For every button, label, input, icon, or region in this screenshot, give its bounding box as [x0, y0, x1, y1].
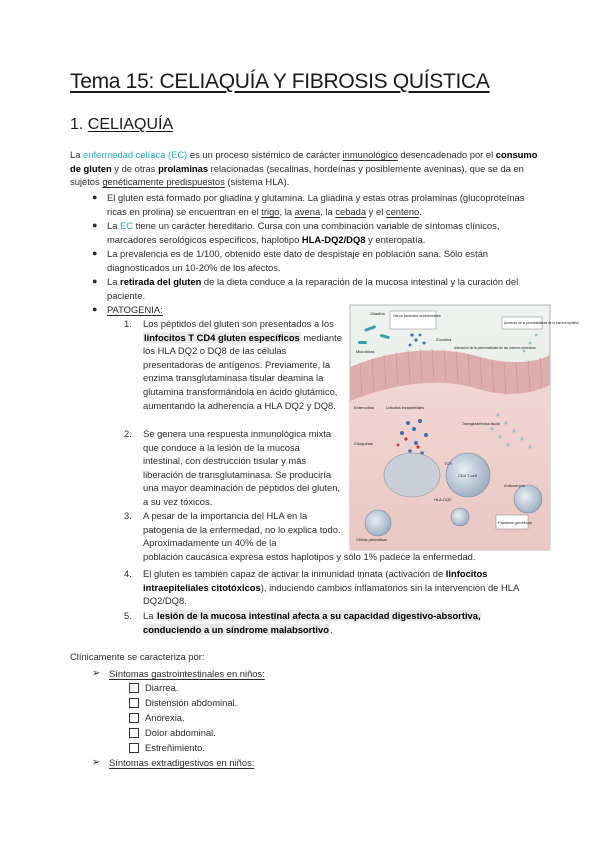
bold-term: retirada del gluten [120, 276, 202, 287]
bold-term: prolaminas [158, 162, 209, 174]
text: Se genera una respuesta inmunológica mixta que conduce a la lesión de la mucosa intestinal, con destrucción tisular y más liberación de transglutaminasa. Se produciría una mayor deaminación de péptidos del gluten, a su vez tóxicos. [143, 428, 341, 507]
underlined-term: genéticamente predispuestos [102, 176, 225, 188]
bullet-icon: ● [92, 248, 98, 258]
figure-label: Citoquinas [354, 441, 373, 446]
checkbox-icon [129, 743, 139, 753]
figure-label: Alteración de la permeabilidad de las uniones estrechas [454, 346, 536, 350]
text: mediante los HLA DQ2 o DQ8 de las células presentadoras de antígenos. Previamente, la enzima transglutaminasa tisular deamina la glutamina transformándola en ácido glutámico, aumentando la adherencia a HLA DQ2 y DQ8. [143, 331, 342, 411]
figure-label: Factores genéticos [498, 520, 532, 525]
text: La [107, 276, 121, 287]
section-heading [70, 116, 173, 134]
figure-label: Microbiota [356, 349, 375, 354]
arrow-icon: ➢ [92, 668, 101, 679]
checkbox-icon [129, 713, 139, 723]
text: ), induciendo cambios inflamatorios sin la intervención de HLA DQ2/DQ8. [143, 581, 519, 607]
group-title: Síntomas gastrointestinales en niños: [109, 668, 265, 679]
text: La prevalencia es de 1/100, obtenido este dato de despistaje en población sana. Sólo están diagnosticados un 10-20% de los afectos. [107, 248, 489, 273]
figure-label: Células plasmáticas [356, 538, 388, 542]
text: y enteropatía. [365, 233, 426, 245]
apc-cell [384, 453, 440, 497]
page-title: Tema 15: CELIAQUÍA Y FIBROSIS QUÍSTICA [70, 70, 490, 93]
item-number: 4. [124, 568, 132, 579]
symptom-label: Distensión abdominal. [145, 697, 238, 708]
text: , la [320, 205, 336, 217]
symptom-label: Diarrea. [145, 682, 179, 693]
item-number: 1. [124, 318, 132, 329]
symptom-item [129, 711, 185, 725]
underlined-term: trigo [261, 205, 280, 217]
item-number: 5. [124, 610, 132, 621]
text: población caucásica expresa estos haplotipos y sólo 1% padece la enfermedad. [143, 551, 476, 562]
underlined-term: centeno [385, 205, 420, 217]
text: El gluten está formado por gliadina y glutamina. La gliadina y estas otras prolaminas (glucoproteínas ricas en prolina) se encuentran en el [107, 192, 525, 217]
text: es un proceso sistémico de carácter [187, 149, 343, 160]
symptom-item [129, 696, 237, 710]
patogenia-item-2 [124, 427, 342, 509]
figure-label: Enterocitos [354, 405, 375, 410]
text: y el [366, 205, 386, 217]
symptom-label: Anorexia. [145, 712, 185, 723]
patogenia-item-4 [124, 567, 534, 608]
text: . [419, 205, 422, 217]
underlined-term: avena [294, 205, 321, 217]
text: Los péptidos del gluten son presentados a los [143, 318, 334, 329]
underlined-term: inmunológico [342, 149, 398, 160]
text: La [143, 610, 157, 621]
bold-term: HLA-DQ2/DQ8 [301, 233, 366, 245]
text: (sistema HLA). [224, 176, 290, 188]
text: , la [279, 205, 295, 217]
text: . [329, 623, 333, 635]
bullet-prevalencia [92, 247, 540, 274]
figure-label: Otros factores ambientales [393, 313, 441, 318]
bullet-icon: ● [92, 220, 98, 230]
item-number: 2. [124, 428, 132, 439]
figure-label: Anticuerpos [504, 483, 526, 488]
symptom-label: Dolor abdominal. [145, 727, 216, 738]
bullet-gluten [92, 191, 540, 218]
bullet-icon: ● [92, 276, 98, 286]
lymphocyte [514, 485, 542, 513]
clinic-intro: Clínicamente se caracteriza por: [70, 651, 205, 662]
text: desencadenado por el [397, 149, 496, 160]
symptom-group-extradigestive [92, 756, 254, 770]
symptom-item [129, 726, 216, 740]
bullet-hereditario [92, 219, 540, 246]
figure-label: Linfocitos intraepiteliales [386, 406, 425, 410]
patogenia-item-1 [124, 317, 342, 412]
text: de la dieta conduce a la reparación de la mucosa intestinal y la curación del paciente. [107, 276, 519, 301]
item-number: 3. [124, 510, 132, 521]
highlight-term: EC [120, 220, 134, 231]
arrow-icon: ➢ [92, 757, 101, 768]
checkbox-icon [129, 698, 139, 708]
symptom-group-gastrointestinal [92, 667, 265, 681]
pathogenesis-figure [350, 305, 579, 550]
figure-label: Gliadina [370, 311, 385, 316]
highlight-term: enfermedad celíaca (EC) [83, 149, 188, 160]
patogenia-item-3 [124, 509, 342, 550]
checkbox-icon [129, 728, 139, 738]
bold-term: linfocitos intraepiteliales citotóxicos [143, 568, 488, 593]
text: La [70, 149, 84, 160]
bullet-icon: ● [92, 192, 98, 202]
figure-label: Zonulina [436, 337, 452, 342]
text: tiene un carácter hereditario. Cursa con una combinación variable de síntomas clínicos, marcadores serológicos específicos, haplotipo [107, 220, 500, 245]
figure-label: CD4 T-cell [458, 473, 477, 478]
section-number: 1. [70, 116, 84, 133]
intro-paragraph [70, 148, 540, 189]
group-title: Síntomas extradigestivos en niños: [109, 757, 255, 768]
bold-term: consumo de gluten [70, 149, 538, 174]
text: La [107, 220, 121, 231]
figure-label: Aumento de la permeabilidad de la barrera epitelial [504, 321, 579, 325]
bold-term: lesión de la mucosa intestinal afecta a su capacidad digestivo-absortiva, conduciendo a un síndrome malabsortivo [143, 610, 481, 635]
text: y de otras [111, 162, 159, 174]
patogenia-item-3-cont [124, 550, 544, 564]
section-name: CELIAQUÍA [87, 116, 174, 133]
text: A pesar de la importancia del HLA en la patogenia de la enfermedad, no lo explica todo. Aproximadamente un 40% de la [143, 510, 341, 549]
bullet-icon: ● [92, 304, 98, 314]
plasma-cell [365, 510, 391, 536]
patogenia-item-5 [124, 609, 534, 636]
bullet-retirada [92, 275, 540, 302]
symptom-item [129, 681, 178, 695]
symptom-item [129, 741, 205, 755]
figure-label: HLA-DQ2 [434, 497, 452, 502]
figure-label: TCR [444, 461, 453, 466]
symptom-label: Estreñimiento. [145, 742, 205, 753]
small-cell [451, 508, 469, 526]
underlined-term: PATOGENIA: [107, 304, 163, 315]
bold-term: linfocitos T CD4 gluten específicos [144, 331, 300, 343]
text: El gluten es también capaz de activar la inmunidad innata (activación de [143, 568, 446, 579]
checkbox-icon [129, 683, 139, 693]
bullet-patogenia [92, 303, 332, 317]
figure-label: Transglutaminasa tisular [462, 422, 500, 426]
text: relacionadas (secalinas, hordeínas y posiblemente aveninas), que se da en sujetos [70, 162, 524, 188]
underlined-term: cebada [335, 205, 367, 217]
